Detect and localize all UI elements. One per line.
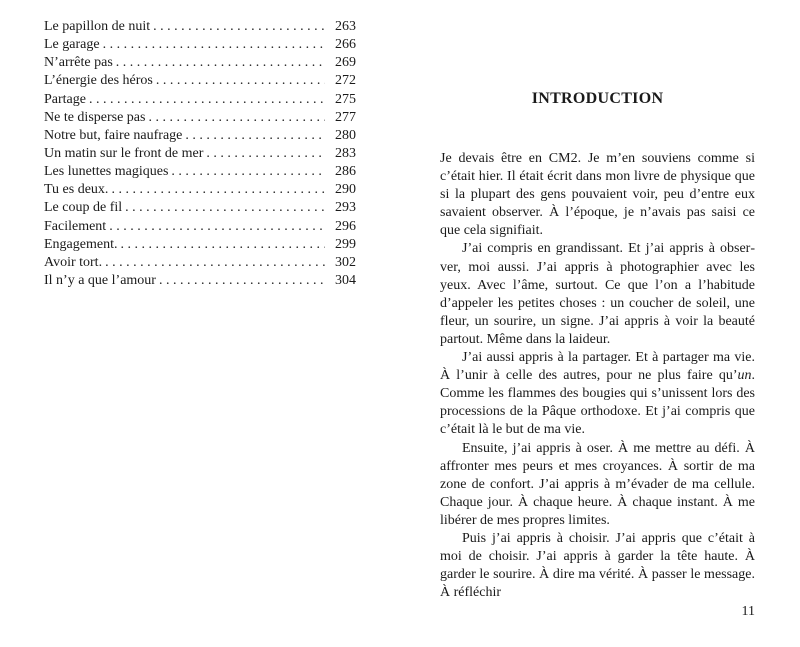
toc-entry-title: Partage	[44, 91, 86, 107]
toc-entry-page: 269	[335, 55, 356, 71]
toc-entry-page: 293	[335, 200, 356, 216]
toc-entry-title: Le coup de fil	[44, 200, 123, 216]
toc-entry-page: 277	[335, 109, 356, 125]
toc-entry-title: Le papillon de nuit	[44, 19, 151, 34]
toc-leader-dots	[103, 36, 325, 54]
paragraph: Ensuite, j’ai appris à oser. À me mettre au défi. À affronter mes peurs et mes croyances. À sortir de ma zone de confort. J’ai appris à m’évader de ma cellule. Chaque jour. À chaque heure. À chaque instant. À me libérer de mes propres limites.	[440, 440, 755, 528]
toc-entry-page: 299	[335, 236, 356, 252]
toc-entry	[44, 109, 356, 127]
toc-entry-page: 290	[335, 182, 356, 198]
table-of-contents	[44, 18, 356, 290]
toc-entry-title: Les lunettes magiques	[44, 164, 169, 180]
toc-entry	[44, 218, 356, 236]
toc-entry-page: 263	[335, 19, 356, 34]
toc-entry-page: 272	[335, 73, 356, 89]
toc-leader-dots	[116, 54, 325, 72]
toc-entry-page: 304	[335, 272, 356, 288]
toc-entry-title: Il n’y a que l’amour	[44, 272, 156, 288]
toc-leader-dots	[206, 145, 325, 163]
toc-entry	[44, 199, 356, 217]
chapter-title: INTRODUCTION	[531, 90, 664, 107]
toc-entry-title: Notre but, faire naufrage	[44, 127, 183, 143]
toc-entry	[44, 254, 356, 272]
paragraph: Puis j’ai appris à choisir. J’ai appris que c’était à moi de choisir. J’ai appris à garder la tête haute. À garder le sourire. À dire ma vérité. À passer le message. À réfléchir	[440, 530, 755, 601]
toc-entry-page: 280	[335, 127, 356, 143]
toc-entry-page: 266	[335, 37, 356, 53]
toc-entry	[44, 127, 356, 145]
toc-entry-title: Ne te disperse pas	[44, 109, 146, 125]
paragraph	[440, 349, 755, 439]
toc-entry	[44, 18, 356, 36]
paragraph: J’ai compris en grandissant. Et j’ai appris à observer, moi aussi. J’ai appris à photographier avec les yeux. Avec l’âme, surtout. Ce que l’on a l’habitude d’appeler les petites choses : un coucher de soleil, une fleur, un sourire, un signe. J’ai appris à voir la beauté partout. Même dans la laideur.	[440, 241, 755, 347]
toc-leader-dots	[159, 272, 325, 290]
toc-leader-dots	[120, 236, 325, 254]
paragraph-text: . Comme les flammes des bougies qui s’unissent lors des processions de la Pâque orthodoxe. Et j’ai compris que c’était là le but de ma vie.	[440, 368, 755, 438]
toc-leader-dots	[111, 181, 325, 199]
toc-entry	[44, 54, 356, 72]
toc-entry-page: 302	[335, 254, 356, 270]
toc-entry-title: L’énergie des héros	[44, 73, 153, 89]
toc-leader-dots	[109, 218, 325, 236]
toc-entry-title: Un matin sur le front de mer	[44, 145, 204, 161]
page-number: 11	[741, 604, 755, 619]
toc-entry	[44, 91, 356, 109]
toc-leader-dots	[148, 109, 325, 127]
toc-leader-dots	[171, 163, 325, 181]
toc-entry	[44, 272, 356, 290]
toc-entry	[44, 181, 356, 199]
toc-entry-page: 296	[335, 218, 356, 234]
toc-entry-title: Le garage	[44, 37, 100, 53]
toc-entry-title: Facilement	[44, 218, 107, 234]
paragraph: Je devais être en CM2. Je m’en souviens comme si c’était hier. Il était écrit dans mon livre de physique que si la plupart des gens pouvaient voir, peu d’entre eux savaient observer. À l’époque, je n’avais pas saisi ce que cela signifiait.	[440, 151, 755, 239]
paragraph-text: J’ai aussi appris à la partager. Et à partager ma vie. À l’unir à celle des autres, pour ne plus faire qu’	[440, 350, 755, 384]
toc-entry	[44, 36, 356, 54]
introduction-text	[440, 150, 755, 602]
toc-entry-title: Avoir tort.	[44, 254, 103, 270]
toc-entry-title: N’arrête pas	[44, 55, 113, 71]
toc-entry	[44, 145, 356, 163]
toc-entry-page: 283	[335, 145, 356, 161]
toc-entry-title: Engagement.	[44, 236, 118, 252]
toc-leader-dots	[185, 127, 325, 145]
toc-leader-dots	[153, 18, 325, 36]
toc-entry	[44, 72, 356, 90]
toc-leader-dots	[156, 72, 325, 90]
toc-leader-dots	[125, 199, 325, 217]
toc-entry	[44, 163, 356, 181]
emphasis: un	[737, 368, 752, 384]
toc-leader-dots	[89, 91, 325, 109]
toc-entry-title: Tu es deux.	[44, 182, 109, 198]
toc-leader-dots	[105, 254, 325, 272]
toc-entry-page: 286	[335, 164, 356, 180]
toc-entry-page: 275	[335, 91, 356, 107]
toc-entry	[44, 236, 356, 254]
